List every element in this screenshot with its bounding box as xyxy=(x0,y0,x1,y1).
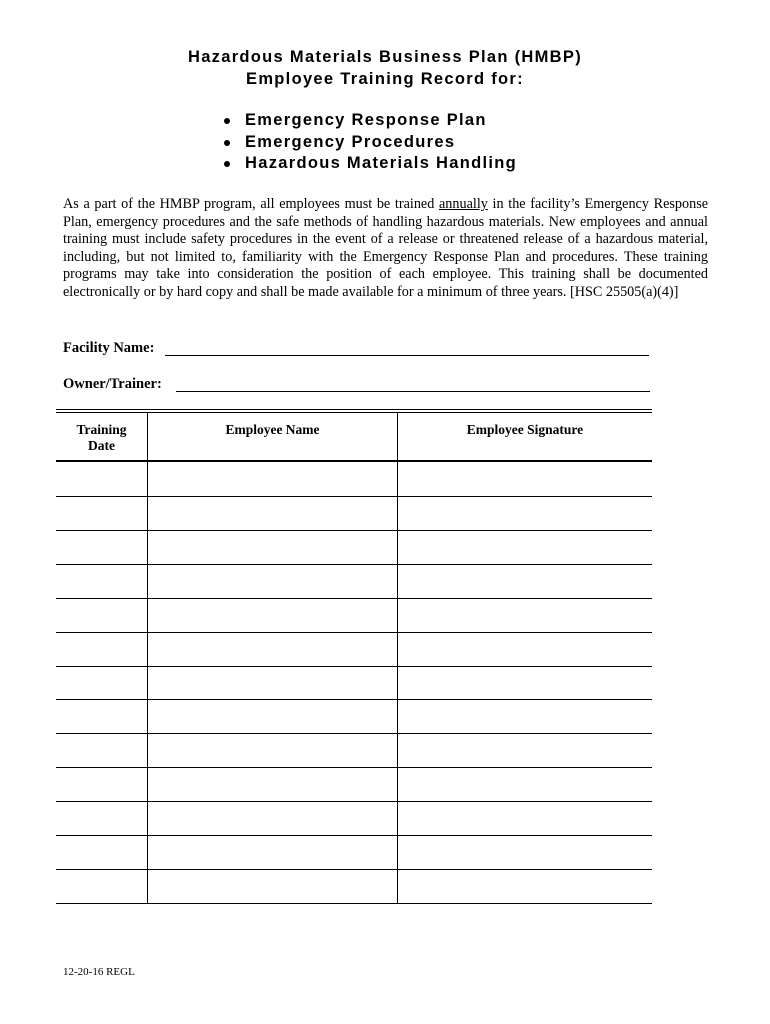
topic-item: Hazardous Materials Handling xyxy=(222,153,517,175)
bullet-icon xyxy=(224,140,230,146)
topic-item: Emergency Procedures xyxy=(222,132,517,154)
table-top-rule xyxy=(56,412,652,413)
table-row[interactable] xyxy=(56,903,652,904)
header-employee-name: Employee Name xyxy=(225,422,320,437)
table-row[interactable] xyxy=(56,530,652,531)
document-subtitle: Employee Training Record for: xyxy=(246,70,524,88)
document-title: Hazardous Materials Business Plan (HMBP) xyxy=(187,48,582,66)
owner-trainer-field[interactable] xyxy=(176,391,650,392)
topic-item: Emergency Response Plan xyxy=(222,110,517,132)
table-row[interactable] xyxy=(56,632,652,633)
column-divider xyxy=(397,413,398,903)
table-row[interactable] xyxy=(56,869,652,870)
requirements-paragraph: As a part of the HMBP program, all employees must be trained annually in the facility’s Emergency Response Plan, emergency procedures and the safe methods of handling hazardous materials. New employees and annual training must include safety procedures in the event of a release or threatened release of a hazardous material, including, but not limited to, familiarity with the Emergency Response Plan and procedures. These training programs may take into consideration the position of each employee. This training shall be documented electronically or by hard copy and shall be made available for a minimum of three years. [HSC 25505(a)(4)] xyxy=(63,196,709,300)
table-row[interactable] xyxy=(56,564,652,565)
facility-name-label: Facility Name: xyxy=(63,340,155,356)
table-row[interactable] xyxy=(56,666,652,667)
form-revision-code: 12-20-16 REGL xyxy=(63,966,135,978)
bullet-icon xyxy=(224,161,230,167)
column-divider xyxy=(147,413,148,903)
owner-trainer-label: Owner/Trainer: xyxy=(63,376,162,392)
table-row[interactable] xyxy=(56,598,652,599)
table-row[interactable] xyxy=(56,496,652,497)
table-top-rule xyxy=(56,409,652,410)
table-row[interactable] xyxy=(56,733,652,734)
header-training-date: Training Date xyxy=(76,422,127,453)
underlined-annually: annually xyxy=(439,196,488,212)
table-row[interactable] xyxy=(56,699,652,700)
table-row[interactable] xyxy=(56,835,652,836)
header-employee-signature: Employee Signature xyxy=(466,422,584,437)
table-header-rule xyxy=(56,460,652,462)
facility-name-field[interactable] xyxy=(165,355,649,356)
table-row[interactable] xyxy=(56,767,652,768)
table-row[interactable] xyxy=(56,801,652,802)
topic-list xyxy=(222,110,517,175)
bullet-icon xyxy=(224,118,230,124)
